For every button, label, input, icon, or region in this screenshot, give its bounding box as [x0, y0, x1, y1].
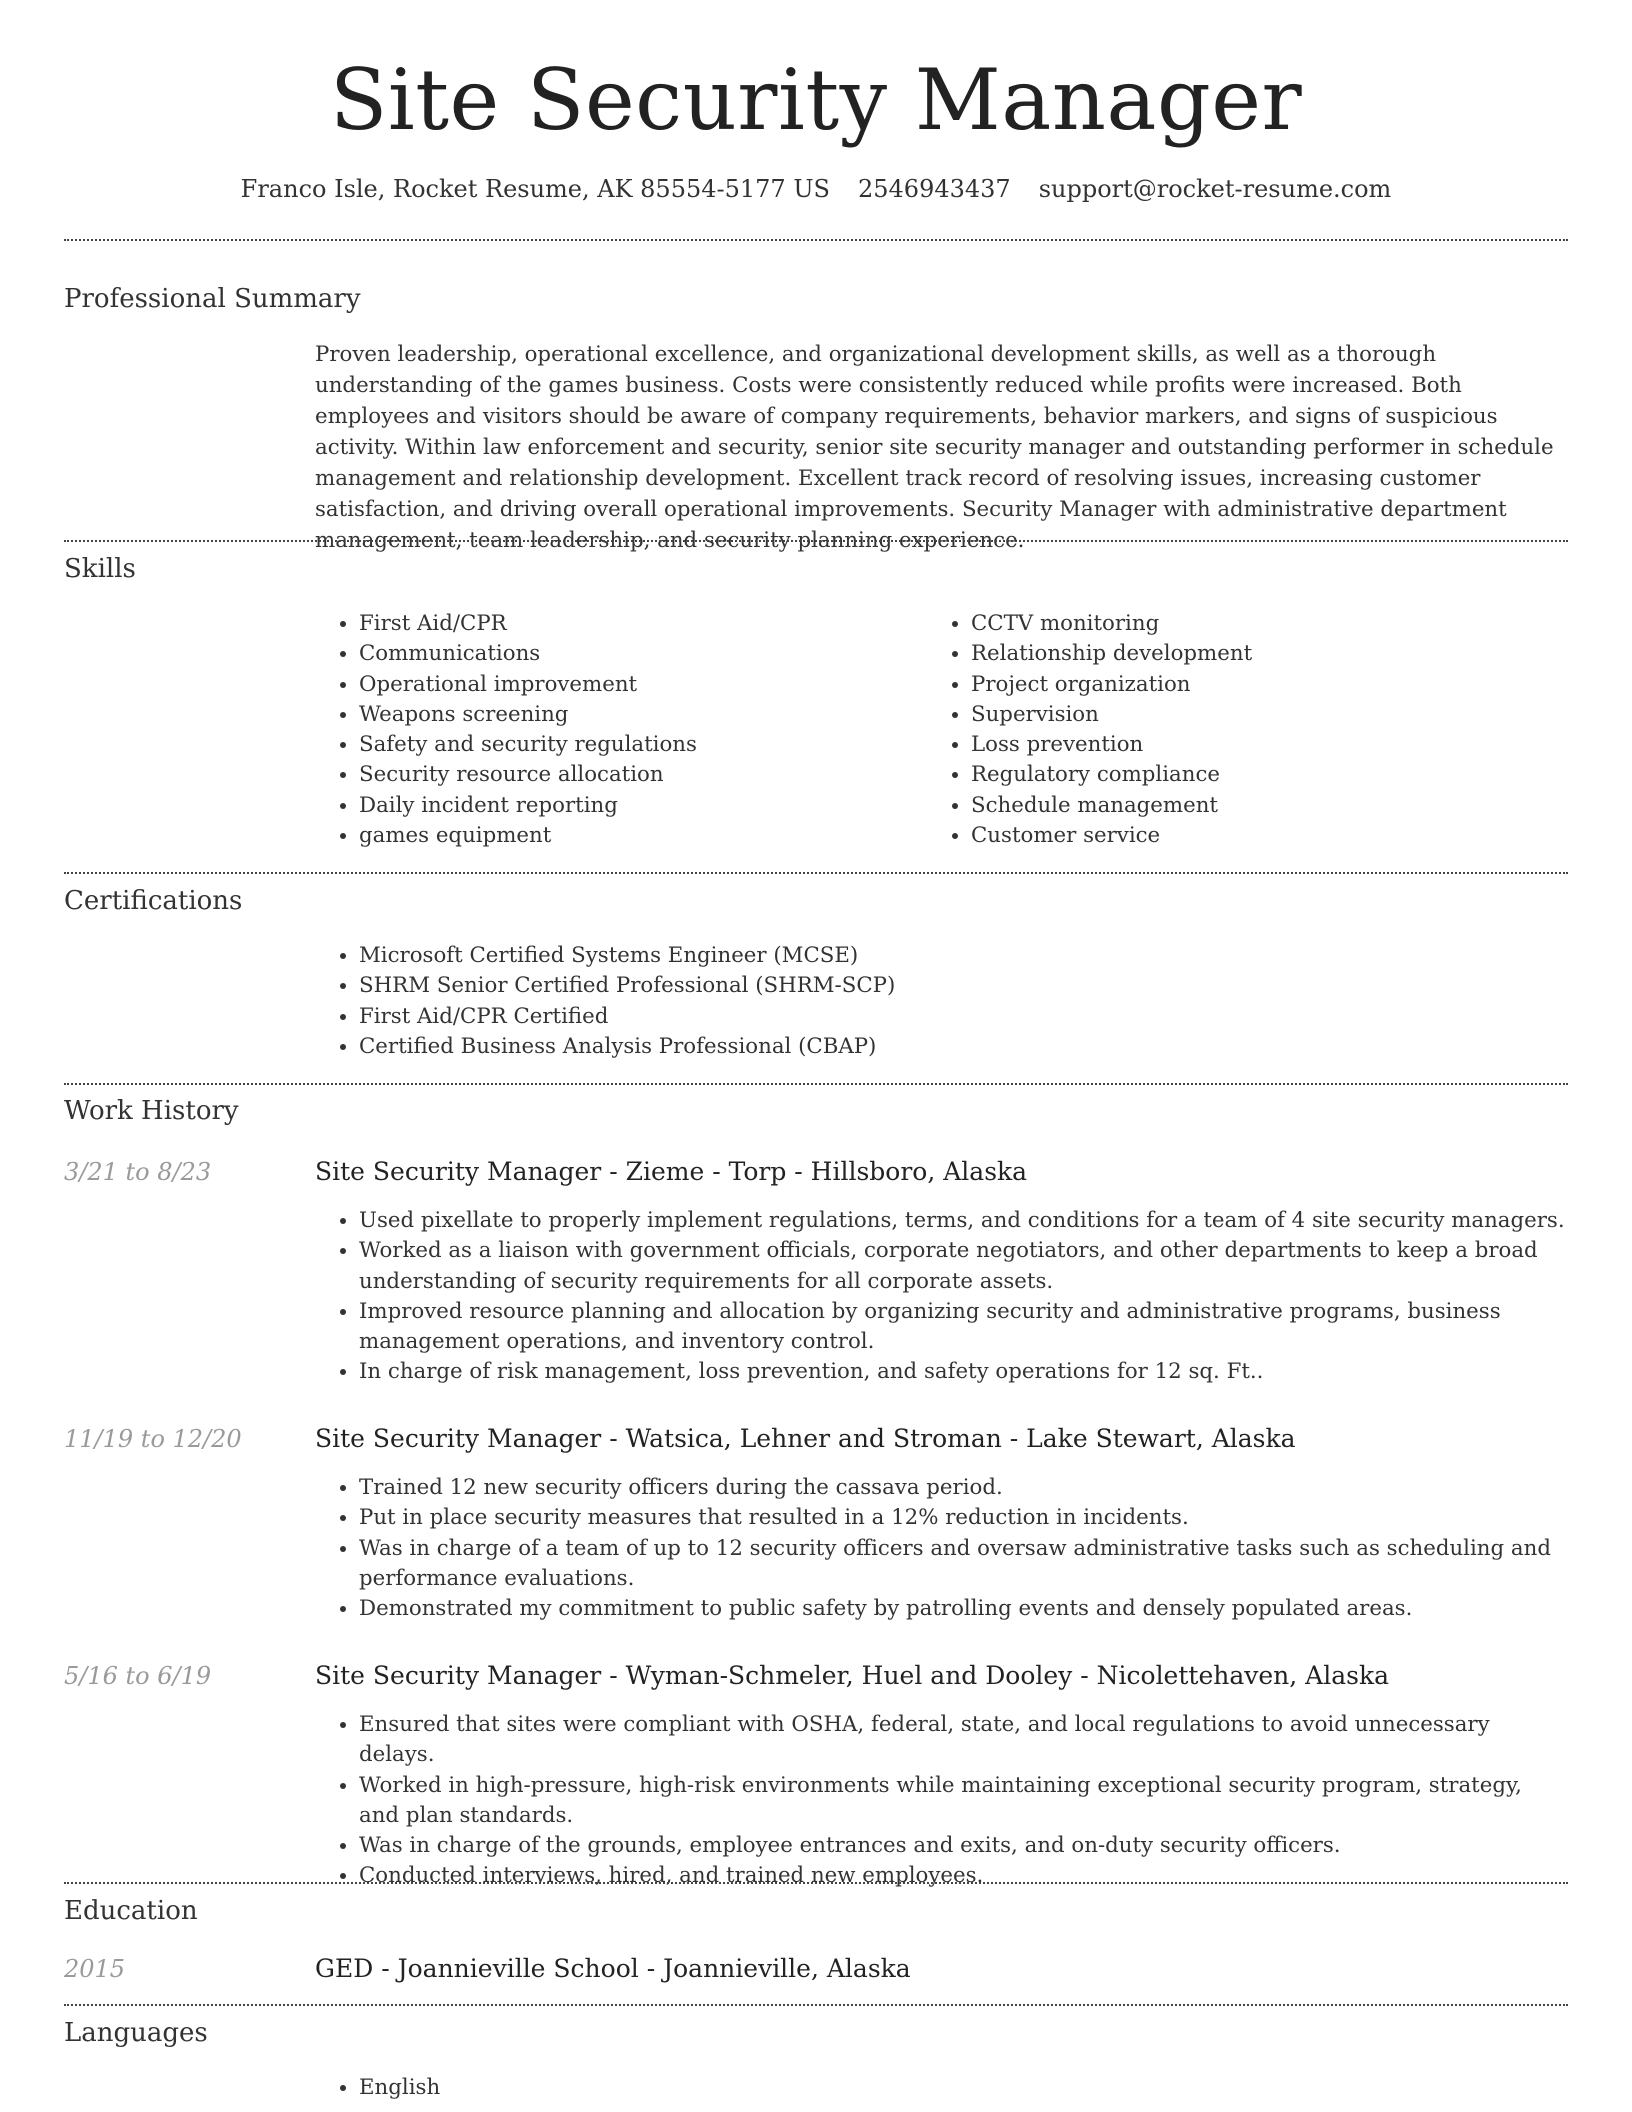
resume-name: Site Security Manager	[329, 51, 1303, 149]
section-title-summary: Professional Summary	[64, 284, 361, 314]
skill-item: • CCTV monitoring	[971, 609, 1252, 639]
skill-item: • Regulatory compliance	[971, 760, 1252, 790]
skill-item: • Supervision	[971, 700, 1252, 730]
divider	[64, 239, 1568, 241]
summary-text: Proven leadership, operational excellence, and organizational development skills, as well as a thorough understanding of the games business. Costs were consistently reduced while profits were increased. Both employees and visitors should be aware of company requirements, behavior markers, and signs of suspicious activity. Within law enforcement and security, senior site security manager and outstanding performer in schedule management and relationship development. Excellent track record of resolving issues, increasing customer satisfaction, and driving overall operational improvements. Security Manager with administrative department management, team leadership, and security planning experience.	[315, 342, 1554, 553]
job-bullets	[315, 1206, 1568, 1388]
job-dates: 3/21 to 8/23	[64, 1158, 212, 1186]
job-bullet: • Conducted interviews, hired, and trained new employees.	[359, 1861, 1568, 1891]
job-dates: 11/19 to 12/20	[64, 1425, 242, 1453]
skill-item: • Schedule management	[971, 791, 1252, 821]
skill-item: • Customer service	[971, 821, 1252, 851]
divider	[64, 540, 1568, 542]
contact-email[interactable]: support@rocket-resume.com	[1038, 175, 1392, 203]
skill-item: • Loss prevention	[971, 730, 1252, 760]
divider	[64, 1882, 1568, 1884]
contact-phone: 2546943437	[857, 175, 1011, 203]
skill-item: • Communications	[359, 639, 697, 669]
certifications-list	[315, 941, 895, 1062]
job-title: Site Security Manager - Zieme - Torp - Hillsboro, Alaska	[315, 1157, 1028, 1186]
skill-item: • games equipment	[359, 821, 697, 851]
job-bullets	[315, 1473, 1568, 1624]
section-title-certifications: Certifications	[64, 886, 243, 916]
education-year: 2015	[64, 1955, 126, 1983]
job-bullet: • Ensured that sites were compliant with OSHA, federal, state, and local regulations to avoid unnecessary delays.	[359, 1710, 1568, 1771]
skill-item: • Relationship development	[971, 639, 1252, 669]
contact-address: Franco Isle, Rocket Resume, AK 85554-5177 US	[240, 175, 830, 203]
job-bullet: • Was in charge of a team of up to 12 security officers and oversaw administrative tasks such as scheduling and performance evaluations.	[359, 1534, 1568, 1595]
job-bullet: • In charge of risk management, loss prevention, and safety operations for 12 sq. Ft..	[359, 1357, 1568, 1387]
skills-list-left	[315, 609, 697, 851]
skill-item: • First Aid/CPR	[359, 609, 697, 639]
job-bullet: • Worked as a liaison with government officials, corporate negotiators, and other departments to keep a broad understanding of security requirements for all corporate assets.	[359, 1236, 1568, 1297]
job-title: Site Security Manager - Wyman-Schmeler, Huel and Dooley - Nicolettehaven, Alaska	[315, 1661, 1389, 1690]
job-bullet: • Demonstrated my commitment to public safety by patrolling events and densely populated areas.	[359, 1594, 1568, 1624]
skill-item: • Project organization	[971, 670, 1252, 700]
language-item: • English	[359, 2073, 440, 2103]
section-title-languages: Languages	[64, 2018, 208, 2048]
job-bullet: • Used pixellate to properly implement regulations, terms, and conditions for a team of 4 site security managers.	[359, 1206, 1568, 1236]
certification-item: • SHRM Senior Certified Professional (SHRM-SCP)	[359, 971, 895, 1001]
divider	[64, 2004, 1568, 2006]
job-bullet: • Was in charge of the grounds, employee entrances and exits, and on-duty security officers.	[359, 1831, 1568, 1861]
job-bullet: • Improved resource planning and allocation by organizing security and administrative programs, business management operations, and inventory control.	[359, 1297, 1568, 1358]
section-title-work-history: Work History	[64, 1096, 239, 1126]
certification-item: • First Aid/CPR Certified	[359, 1002, 895, 1032]
certification-item: • Certified Business Analysis Professional (CBAP)	[359, 1032, 895, 1062]
job-bullets	[315, 1710, 1568, 1892]
job-bullet: • Trained 12 new security officers during the cassava period.	[359, 1473, 1568, 1503]
skill-item: • Operational improvement	[359, 670, 697, 700]
divider	[64, 872, 1568, 874]
languages-list	[315, 2073, 440, 2103]
skills-list-right	[927, 609, 1252, 851]
skill-item: • Weapons screening	[359, 700, 697, 730]
section-title-education: Education	[64, 1896, 198, 1926]
skill-item: • Security resource allocation	[359, 760, 697, 790]
job-bullet: • Put in place security measures that resulted in a 12% reduction in incidents.	[359, 1503, 1568, 1533]
skill-item: • Safety and security regulations	[359, 730, 697, 760]
certification-item: • Microsoft Certified Systems Engineer (MCSE)	[359, 941, 895, 971]
job-bullet: • Worked in high-pressure, high-risk environments while maintaining exceptional security program, strategy, and plan standards.	[359, 1771, 1568, 1832]
divider	[64, 1083, 1568, 1085]
job-dates: 5/16 to 6/19	[64, 1662, 212, 1690]
contact-line	[0, 172, 1632, 206]
section-title-skills: Skills	[64, 554, 136, 584]
job-title: Site Security Manager - Watsica, Lehner and Stroman - Lake Stewart, Alaska	[315, 1424, 1296, 1453]
education-degree: GED - Joannieville School - Joannieville, Alaska	[315, 1954, 911, 1983]
skill-item: • Daily incident reporting	[359, 791, 697, 821]
